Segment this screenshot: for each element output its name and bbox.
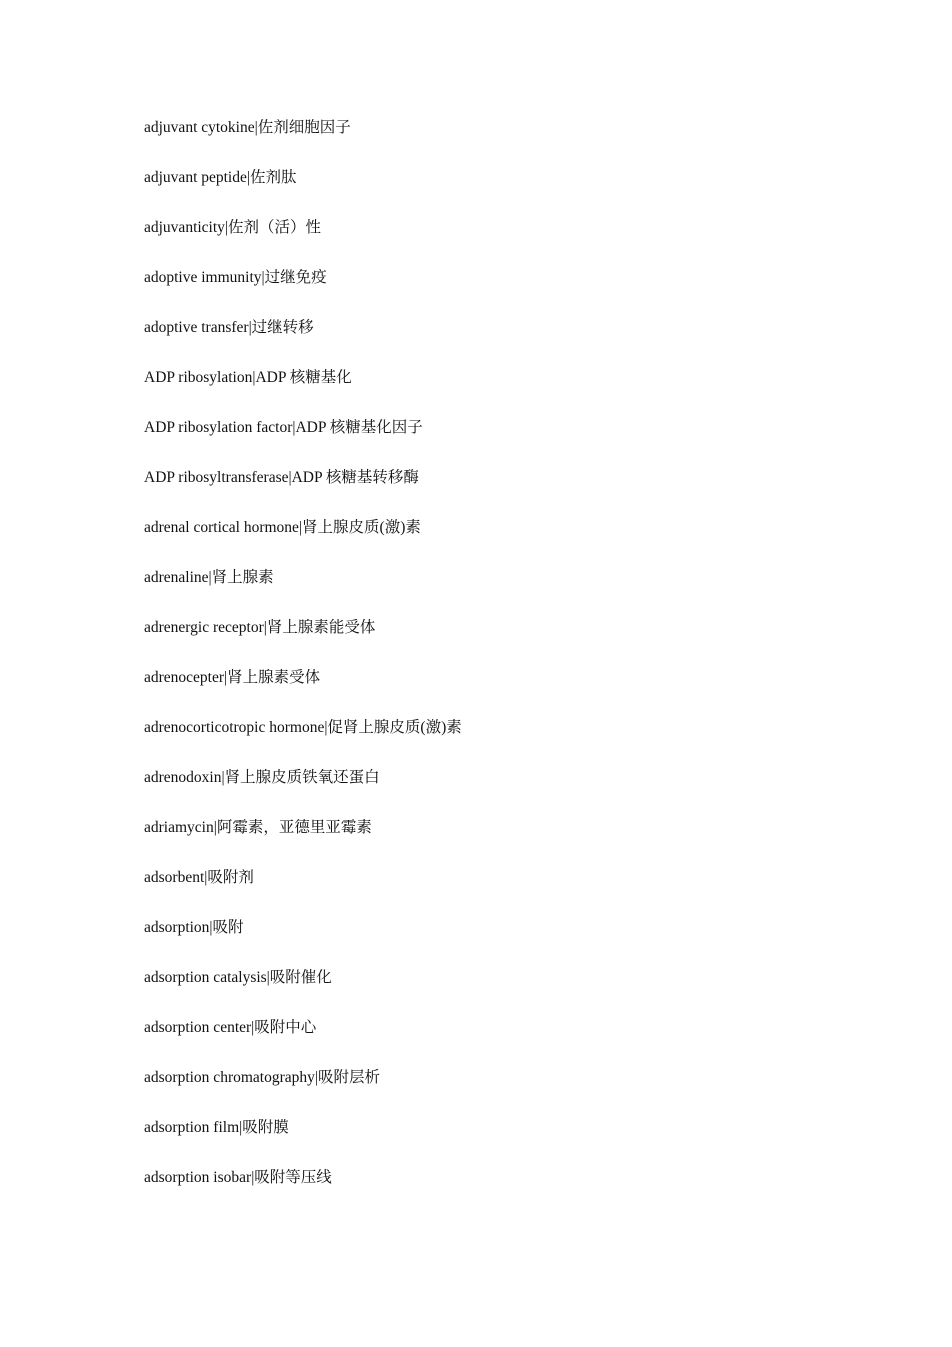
glossary-entry: adjuvant peptide|佐剂肽 (144, 169, 297, 186)
glossary-entry: adriamycin|阿霉素，亚德里亚霉素 (144, 819, 372, 836)
glossary-entry: adjuvanticity|佐剂（活）性 (144, 219, 322, 236)
glossary-list (144, 117, 462, 1217)
glossary-entry: adsorption center|吸附中心 (144, 1019, 317, 1036)
glossary-entry: adrenocepter|肾上腺素受体 (144, 669, 321, 686)
glossary-entry: adsorption isobar|吸附等压线 (144, 1169, 332, 1186)
glossary-entry: adrenodoxin|肾上腺皮质铁氧还蛋白 (144, 769, 380, 786)
glossary-entry: adsorption chromatography|吸附层析 (144, 1069, 380, 1086)
glossary-entry: ADP ribosylation factor|ADP 核糖基化因子 (144, 419, 423, 436)
glossary-entry: adoptive immunity|过继免疫 (144, 269, 327, 286)
glossary-entry: adsorption|吸附 (144, 919, 244, 936)
glossary-entry: ADP ribosylation|ADP 核糖基化 (144, 369, 352, 386)
glossary-entry: adoptive transfer|过继转移 (144, 319, 314, 336)
glossary-entry: adrenaline|肾上腺素 (144, 569, 274, 586)
glossary-entry: adsorption catalysis|吸附催化 (144, 969, 332, 986)
glossary-entry: adrenocorticotropic hormone|促肾上腺皮质(激)素 (144, 719, 462, 736)
glossary-entry: adsorption film|吸附膜 (144, 1119, 289, 1136)
glossary-entry: adjuvant cytokine|佐剂细胞因子 (144, 119, 351, 136)
glossary-entry: adrenergic receptor|肾上腺素能受体 (144, 619, 376, 636)
glossary-entry: adsorbent|吸附剂 (144, 869, 254, 886)
glossary-entry: adrenal cortical hormone|肾上腺皮质(激)素 (144, 519, 421, 536)
glossary-entry: ADP ribosyltransferase|ADP 核糖基转移酶 (144, 469, 419, 486)
